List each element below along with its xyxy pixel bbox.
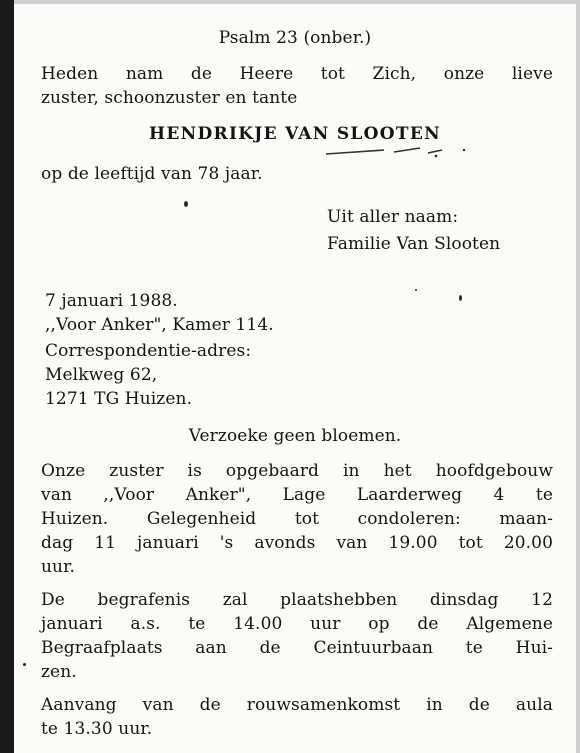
print-speck <box>23 663 26 666</box>
visitation-line-5: uur. <box>41 557 75 577</box>
print-speck <box>459 295 462 301</box>
print-speck <box>415 289 417 291</box>
visitation-line-2: van ,,Voor Anker", Lage Laarderweg 4 te <box>41 485 553 505</box>
correspondence-city: 1271 TG Huizen. <box>45 389 193 409</box>
visitation-line-4: dag 11 januari 's avonds van 19.00 tot 20.00 <box>41 533 553 553</box>
funeral-line-4: zen. <box>41 662 77 682</box>
ink-smudge <box>324 144 484 160</box>
age-line: op de leeftijd van 78 jaar. <box>41 164 263 184</box>
signoff-line-2: Familie Van Slooten <box>327 234 501 254</box>
funeral-line-1: De begrafenis zal plaatshebben dinsdag 12 <box>41 590 553 610</box>
death-notice <box>14 4 576 753</box>
deceased-name: HENDRIKJE VAN SLOOTEN <box>149 124 441 144</box>
service-line-2: te 13.30 uur. <box>41 719 153 739</box>
place-line: ,,Voor Anker", Kamer 114. <box>45 315 274 335</box>
funeral-line-2: januari a.s. te 14.00 uur op de Algemene <box>41 614 553 634</box>
correspondence-street: Melkweg 62, <box>45 365 158 385</box>
funeral-line-3: Begraafplaats aan de Ceintuurbaan te Hui- <box>41 638 553 658</box>
intro-line-2: zuster, schoonzuster en tante <box>41 88 298 108</box>
service-line-1: Aanvang van de rouwsamenkomst in de aula <box>41 695 553 715</box>
visitation-line-3: Huizen. Gelegenheid tot condoleren: maan- <box>41 509 553 529</box>
left-border <box>0 0 14 753</box>
date-line: 7 januari 1988. <box>45 291 178 311</box>
psalm-line: Psalm 23 (onber.) <box>218 28 372 48</box>
intro-line-1: Heden nam de Heere tot Zich, onze lieve <box>41 64 553 84</box>
signoff-line-1: Uit aller naam: <box>327 207 459 227</box>
correspondence-label: Correspondentie-adres: <box>45 341 252 361</box>
visitation-line-1: Onze zuster is opgebaard in het hoofdgebouw <box>41 461 553 481</box>
print-speck <box>184 201 188 207</box>
no-flowers-line: Verzoeke geen bloemen. <box>188 426 402 446</box>
right-border <box>576 0 580 753</box>
